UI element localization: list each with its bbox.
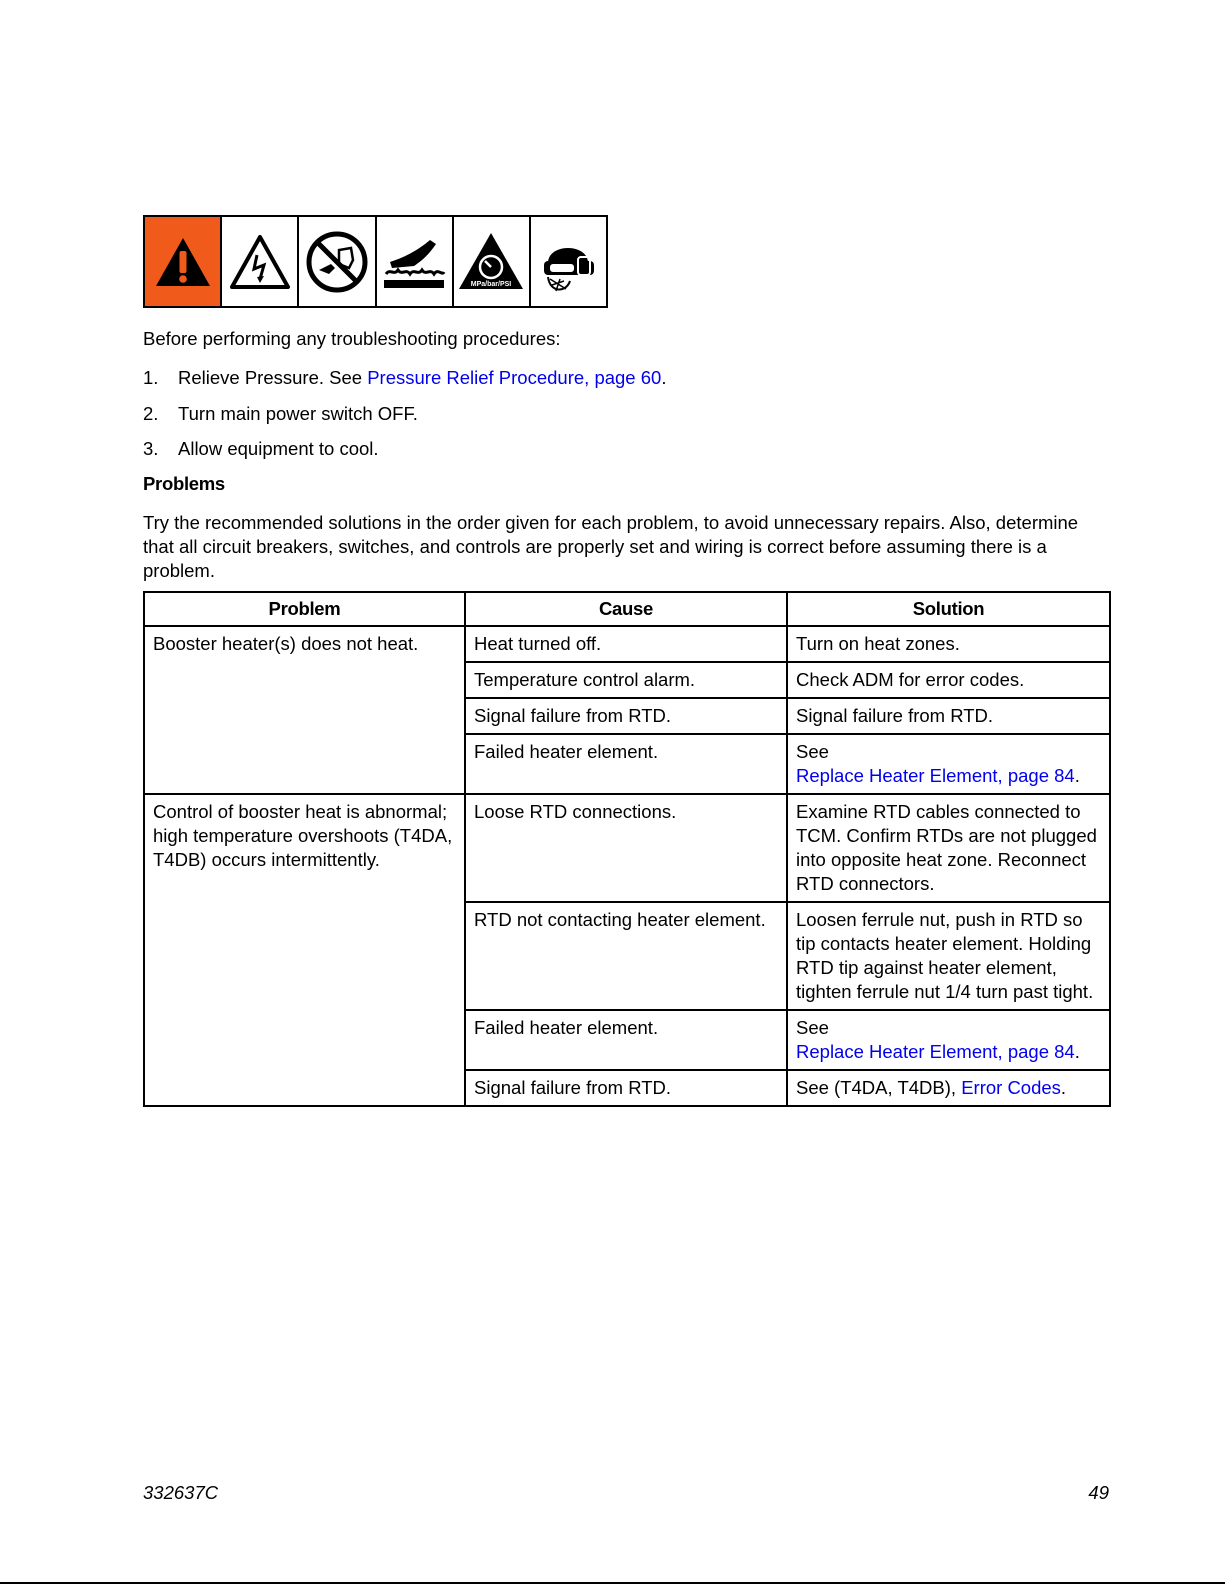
step-text: Turn main power switch OFF. (178, 402, 418, 424)
cause-cell: Failed heater element. (465, 734, 787, 794)
problem-cell: Booster heater(s) does not heat. (144, 626, 465, 794)
solution-cell (787, 734, 1110, 794)
step-2 (143, 402, 666, 438)
pressure-relief-link[interactable]: Pressure Relief Procedure, page 60 (367, 367, 662, 388)
hazard-icon-strip (143, 215, 608, 308)
step-text-suffix: . (661, 367, 667, 388)
solution-suffix: . (1074, 765, 1080, 786)
header-cause: Cause (465, 592, 787, 626)
solution-cell (787, 1070, 1110, 1106)
table-row (144, 794, 1110, 902)
step-text (178, 366, 666, 402)
cause-cell: RTD not contacting heater element. (465, 902, 787, 1010)
step-number: 2. (143, 402, 159, 424)
cause-cell: Temperature control alarm. (465, 662, 787, 698)
pressure-gauge-icon (454, 217, 531, 306)
solution-prefix: See (796, 1017, 829, 1038)
solution-cell: Examine RTD cables connected to TCM. Confirm RTDs are not plugged into opposite heat zone. Reconnect RTD connectors. (787, 794, 1110, 902)
replace-heater-element-link[interactable]: Replace Heater Element, page 84 (796, 765, 1075, 786)
table-row (144, 626, 1110, 662)
step-number: 3. (143, 438, 159, 459)
cause-cell: Signal failure from RTD. (465, 1070, 787, 1106)
warning-exclamation-icon (145, 217, 222, 306)
cause-cell: Failed heater element. (465, 1010, 787, 1070)
solution-cell: Turn on heat zones. (787, 626, 1110, 662)
step-1 (143, 366, 666, 402)
pressure-units-label: MPa/bar/PSI (471, 280, 512, 288)
pre-troubleshooting-steps (143, 366, 666, 473)
header-problem: Problem (144, 592, 465, 626)
solution-prefix: See (T4DA, T4DB), (796, 1077, 962, 1098)
solution-prefix: See (796, 741, 829, 762)
step-text-prefix: Relieve Pressure. See (178, 367, 368, 388)
no-hand-injection-icon (299, 217, 376, 306)
section-intro: Try the recommended solutions in the order given for each problem, to avoid unnecessary repairs. Also, determine that all circuit breakers, switches, and controls are properly set and wiring is correct before assuming there is a problem. (143, 512, 1079, 581)
page-number: 49 (1088, 1482, 1109, 1503)
protective-equipment-icon (531, 217, 606, 306)
solution-cell: Loosen ferrule nut, push in RTD so tip contacts heater element. Holding RTD tip against heater element, tighten ferrule nut 1/4 turn past tight. (787, 902, 1110, 1010)
step-3 (143, 437, 666, 473)
troubleshooting-table (143, 591, 1111, 1107)
replace-heater-element-link[interactable]: Replace Heater Element, page 84 (796, 1041, 1075, 1062)
solution-suffix: . (1074, 1041, 1080, 1062)
table-header-row (144, 592, 1110, 626)
intro-line: Before performing any troubleshooting procedures: (143, 328, 561, 349)
cause-cell: Loose RTD connections. (465, 794, 787, 902)
solution-suffix: . (1060, 1077, 1067, 1098)
electric-shock-icon (222, 217, 299, 306)
error-codes-link[interactable]: Error Codes (961, 1077, 1061, 1098)
solution-cell: Check ADM for error codes. (787, 662, 1110, 698)
step-number: 1. (143, 367, 159, 388)
problem-cell: Control of booster heat is abnormal; high temperature overshoots (T4DA, T4DB) occurs intermittently. (144, 794, 465, 1106)
cause-cell: Signal failure from RTD. (465, 698, 787, 734)
solution-cell (787, 1010, 1110, 1070)
step-text: Allow equipment to cool. (178, 438, 379, 459)
document-number: 332637C (143, 1482, 219, 1503)
hot-surface-icon (377, 217, 454, 306)
page-bottom-rule (0, 1582, 1225, 1584)
section-heading: Problems (143, 473, 225, 494)
solution-cell: Signal failure from RTD. (787, 698, 1110, 734)
cause-cell: Heat turned off. (465, 626, 787, 662)
header-solution: Solution (787, 592, 1110, 626)
